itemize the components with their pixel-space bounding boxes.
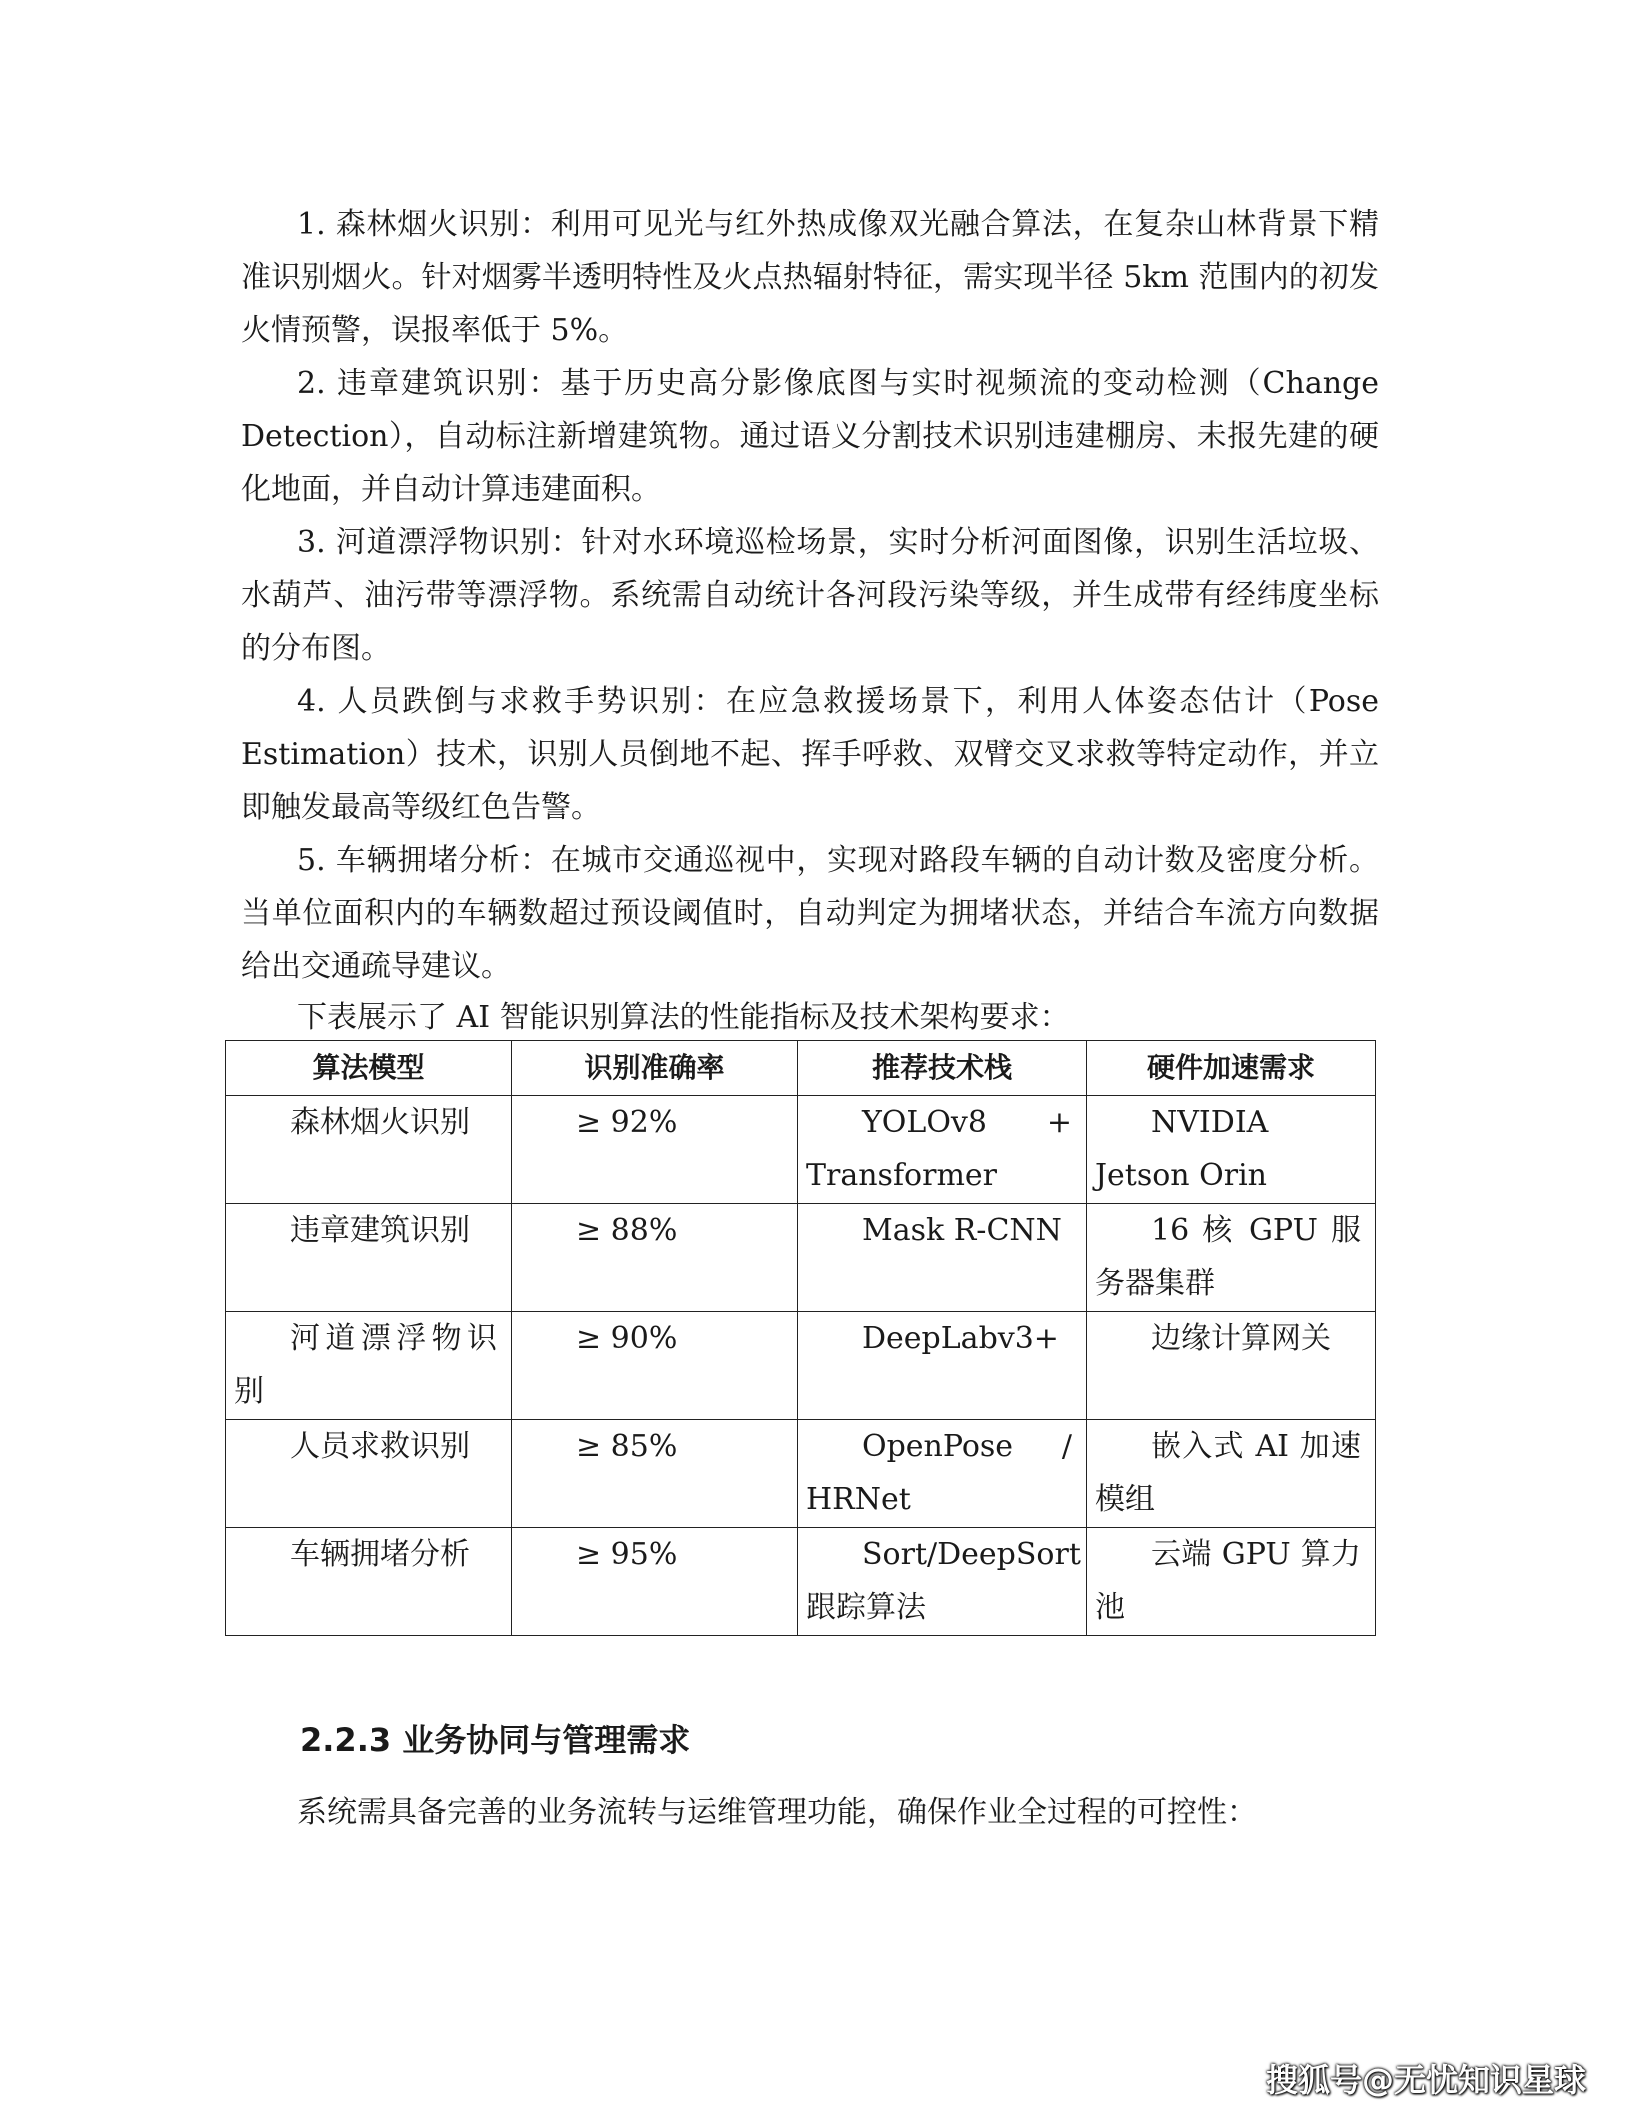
table-row — [226, 1420, 1376, 1528]
header-model: 算法模型 — [226, 1041, 512, 1096]
table-row — [226, 1204, 1376, 1312]
table-row — [226, 1528, 1376, 1636]
performance-table — [225, 1040, 1376, 1636]
section-body: 系统需具备完善的业务流转与运维管理功能，确保作业全过程的可控性： — [297, 1795, 1257, 1830]
cell-tech-stack: DeepLabv3+ — [798, 1312, 1087, 1420]
table-caption: 下表展示了 AI 智能识别算法的性能指标及技术架构要求： — [297, 1000, 1070, 1035]
cell-hardware: NVIDIA Jetson Orin — [1087, 1096, 1376, 1204]
cell-accuracy: ≥ 92% — [512, 1096, 798, 1204]
cell-tech-stack: Sort/DeepSort 跟踪算法 — [798, 1528, 1087, 1636]
paragraph-person-fall: 4. 人员跌倒与求救手势识别：在应急救援场景下，利用人体姿态估计（Pose Estimation）技术，识别人员倒地不起、挥手呼救、双臂交叉求救等特定动作，并立即触发最高等级红色告警。 — [241, 684, 1379, 825]
cell-model: 车辆拥堵分析 — [226, 1528, 512, 1636]
cell-model: 森林烟火识别 — [226, 1096, 512, 1204]
cell-accuracy: ≥ 85% — [512, 1420, 798, 1528]
cell-tech-stack: YOLOv8 + Transformer — [798, 1096, 1087, 1204]
header-hardware: 硬件加速需求 — [1087, 1041, 1376, 1096]
cell-hardware: 16 核 GPU 服务器集群 — [1087, 1204, 1376, 1312]
paragraph-forest-fire: 1. 森林烟火识别：利用可见光与红外热成像双光融合算法，在复杂山林背景下精准识别烟火。针对烟雾半透明特性及火点热辐射特征，需实现半径 5km 范围内的初发火情预警，误报率低于 5%。 — [241, 207, 1379, 348]
cell-hardware: 云端 GPU 算力池 — [1087, 1528, 1376, 1636]
paragraph-river-debris: 3. 河道漂浮物识别：针对水环境巡检场景，实时分析河面图像，识别生活垃圾、水葫芦、油污带等漂浮物。系统需自动统计各河段污染等级，并生成带有经纬度坐标的分布图。 — [241, 525, 1379, 666]
header-tech-stack: 推荐技术栈 — [798, 1041, 1087, 1096]
cell-tech-stack: OpenPose / HRNet — [798, 1420, 1087, 1528]
cell-accuracy: ≥ 90% — [512, 1312, 798, 1420]
table-row — [226, 1096, 1376, 1204]
watermark: 搜狐号@无忧知识星球 — [1265, 2061, 1586, 2099]
cell-accuracy: ≥ 88% — [512, 1204, 798, 1312]
cell-model: 河道漂浮物识别 — [226, 1312, 512, 1420]
cell-hardware: 嵌入式 AI 加速模组 — [1087, 1420, 1376, 1528]
table-row — [226, 1312, 1376, 1420]
cell-accuracy: ≥ 95% — [512, 1528, 798, 1636]
table-header-row — [226, 1041, 1376, 1096]
cell-model: 违章建筑识别 — [226, 1204, 512, 1312]
paragraph-illegal-building: 2. 违章建筑识别：基于历史高分影像底图与实时视频流的变动检测（Change Detection），自动标注新增建筑物。通过语义分割技术识别违建棚房、未报先建的硬化地面，并自动计算违建面积。 — [241, 366, 1379, 507]
cell-model: 人员求救识别 — [226, 1420, 512, 1528]
cell-hardware: 边缘计算网关 — [1087, 1312, 1376, 1420]
header-accuracy: 识别准确率 — [512, 1041, 798, 1096]
paragraph-traffic-congestion: 5. 车辆拥堵分析：在城市交通巡视中，实现对路段车辆的自动计数及密度分析。当单位面积内的车辆数超过预设阈值时，自动判定为拥堵状态，并结合车流方向数据给出交通疏导建议。 — [241, 843, 1379, 984]
section-heading: 2.2.3 业务协同与管理需求 — [300, 1721, 691, 1759]
cell-tech-stack: Mask R-CNN — [798, 1204, 1087, 1312]
